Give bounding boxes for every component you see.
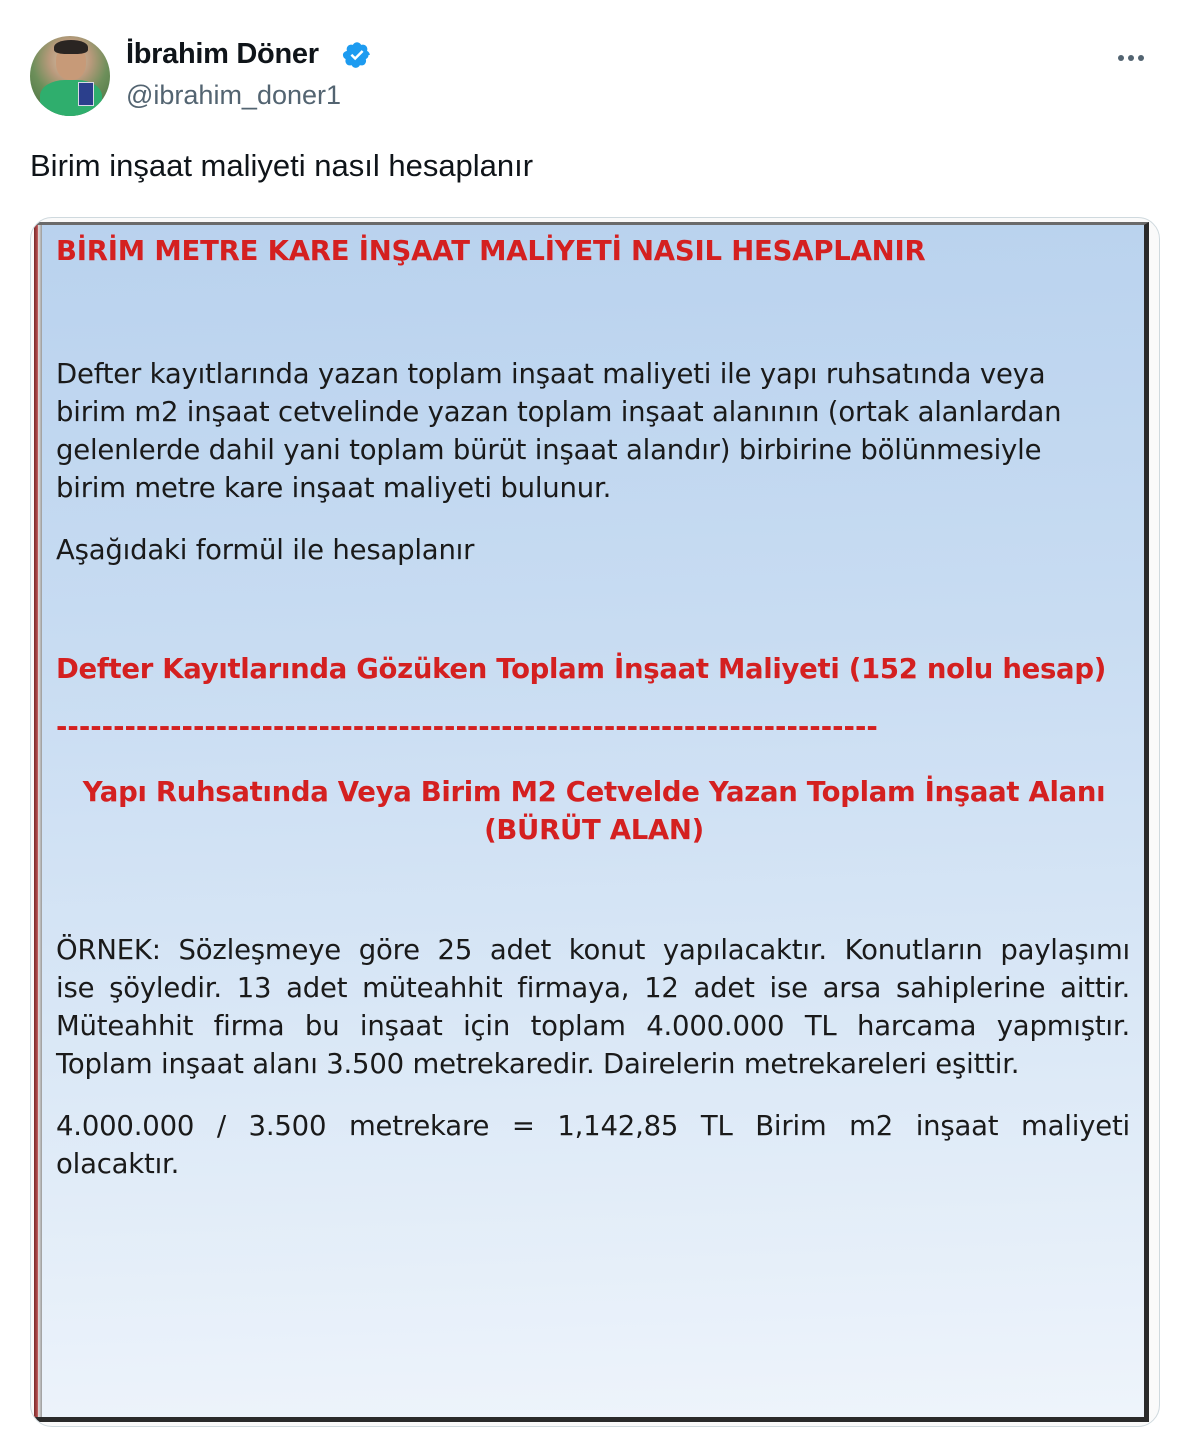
formula-denominator-line-2: (BÜRÜT ALAN) xyxy=(484,814,704,846)
more-horizontal-icon[interactable] xyxy=(1118,46,1152,66)
result-line-2: olacaktır. xyxy=(56,1148,180,1180)
avatar-hair xyxy=(54,40,88,54)
formula-denominator-line-1: Yapı Ruhsatında Veya Birim M2 Cetvelde Yazan Toplam İnşaat Alanı xyxy=(82,776,1106,808)
avatar[interactable] xyxy=(30,36,110,116)
intro-line-3: gelenlerde dahil yani toplam bürüt inşaat alandır) birbirine bölünmesiyle xyxy=(56,434,1042,466)
result-line-1: 4.000.000 / 3.500 metrekare = 1,142,85 TL Birim m2 inşaat maliyeti xyxy=(56,1110,1130,1142)
slide-content xyxy=(54,225,1134,1417)
formula-fraction-line: ------------------------------------------------------------------------ xyxy=(56,711,878,743)
example-line-1: ÖRNEK: Sözleşmeye göre 25 adet konut yapılacaktır. Konutların paylaşımı xyxy=(56,934,1130,966)
avatar-book xyxy=(78,82,94,106)
verified-badge-icon xyxy=(342,40,372,70)
intro-line-4: birim metre kare inşaat maliyeti bulunur. xyxy=(56,472,612,504)
example-line-4: Toplam inşaat alanı 3.500 metrekaredir. Dairelerin metrekareleri eşittir. xyxy=(56,1048,1020,1080)
example-line-2: ise şöyledir. 13 adet müteahhit firmaya, 12 adet ise arsa sahiplerine aittir. xyxy=(56,972,1130,1004)
intro-line-1: Defter kayıtlarında yazan toplam inşaat maliyeti ile yapı ruhsatında veya xyxy=(56,358,1046,390)
formula-numerator: Defter Kayıtlarında Gözüken Toplam İnşaat Maliyeti (152 nolu hesap) xyxy=(56,653,1106,685)
slide-left-bar xyxy=(34,225,42,1417)
slide xyxy=(34,222,1149,1422)
slide-title: BİRİM METRE KARE İNŞAAT MALİYETİ NASIL HESAPLANIR xyxy=(56,235,926,267)
formula-intro: Aşağıdaki formül ile hesaplanır xyxy=(56,534,475,566)
tweet-header xyxy=(30,36,1160,116)
user-name[interactable]: İbrahim Döner xyxy=(126,38,319,70)
tweet-text: Birim inşaat maliyeti nasıl hesaplanır xyxy=(30,148,534,183)
user-handle[interactable]: @ibrahim_doner1 xyxy=(126,80,342,110)
example-line-3: Müteahhit firma bu inşaat için toplam 4.000.000 TL harcama yapmıştır. xyxy=(56,1010,1130,1042)
intro-line-2: birim m2 inşaat cetvelinde yazan toplam inşaat alanının (ortak alanlardan xyxy=(56,396,1062,428)
tweet-media-image[interactable] xyxy=(30,217,1160,1427)
